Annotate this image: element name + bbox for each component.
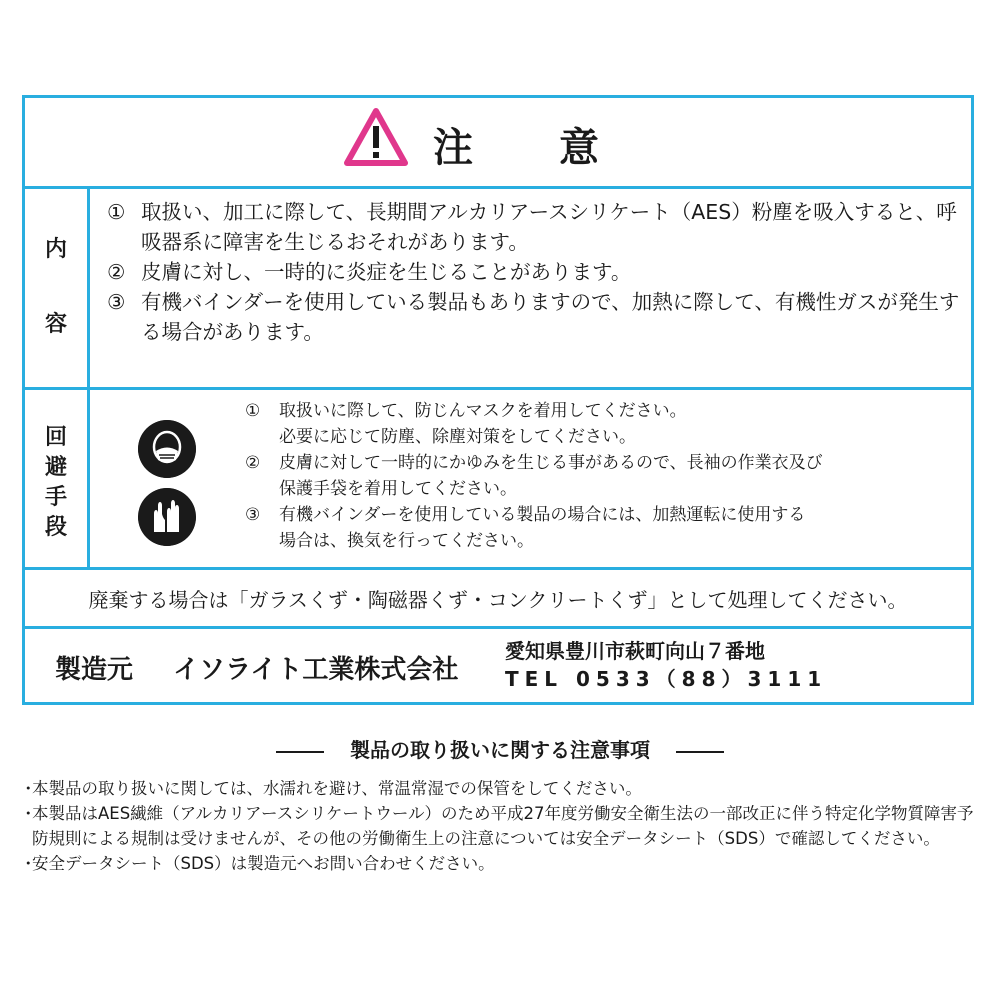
content-item <box>107 197 967 257</box>
item-line: 有機バインダーを使用している製品の場合には、加熱運転に使用する <box>279 505 806 525</box>
content-label-2: 容 <box>44 312 67 337</box>
content-item <box>107 257 967 287</box>
item-line: 保護手袋を着用してください。 <box>279 479 517 499</box>
avoidance-item <box>245 450 965 502</box>
notes-title-text: 製品の取り扱いに関する注意事項 <box>350 738 650 762</box>
title-dash-left <box>276 751 324 753</box>
item-number: ② <box>107 260 126 284</box>
note-text: 本製品の取り扱いに関しては、水濡れを避け、常温常湿での保管をしてください。 <box>32 779 642 798</box>
manufacturer-row <box>25 629 971 702</box>
avoidance-section <box>25 390 971 567</box>
item-number: ① <box>107 200 126 224</box>
content-label-1: 内 <box>44 237 67 262</box>
avoidance-item <box>245 398 965 450</box>
manufacturer-label: 製造元 <box>55 655 134 685</box>
company-name: イソライト工業株式会社 <box>173 655 459 685</box>
avoidance-label-2: 避 <box>44 455 67 480</box>
note-item <box>20 851 985 876</box>
item-number: ① <box>245 401 261 421</box>
avoidance-label-1: 回 <box>44 425 67 450</box>
warning-triangle-icon <box>342 106 410 168</box>
note-text: 安全データシート（SDS）は製造元へお問い合わせください。 <box>32 854 495 873</box>
caution-panel <box>22 95 974 705</box>
content-list <box>107 197 967 347</box>
manufacturer-contact <box>505 637 827 693</box>
item-number: ② <box>245 453 261 473</box>
disposal-row <box>25 570 971 626</box>
notes-title <box>0 734 1000 763</box>
protective-gloves-icon <box>138 488 196 546</box>
notes-list <box>20 776 985 876</box>
disposal-text: 廃棄する場合は「ガラスくず・陶磁器くず・コンクリートくず」として処理してください。 <box>88 588 908 612</box>
avoidance-label-3: 手 <box>44 485 67 510</box>
item-line: 場合は、換気を行ってください。 <box>279 531 534 551</box>
caution-title-1: 注 <box>433 125 473 171</box>
item-number: ③ <box>107 290 126 314</box>
avoidance-item <box>245 502 965 554</box>
title-dash-right <box>676 751 724 753</box>
item-line: 取扱いに際して、防じんマスクを着用してください。 <box>279 401 687 421</box>
item-line: 必要に応じて防塵、除塵対策をしてください。 <box>279 427 636 447</box>
caution-title-2: 意 <box>559 125 599 171</box>
item-text <box>279 450 823 502</box>
content-section <box>25 189 971 387</box>
dust-mask-icon <box>138 420 196 478</box>
item-line: 皮膚に対して一時的にかゆみを生じる事があるので、長袖の作業衣及び <box>279 453 823 473</box>
manufacturer-name <box>55 649 458 686</box>
note-bullet: ・ <box>20 804 37 823</box>
item-text: 取扱い、加工に際して、長期間アルカリアースシリケート（AES）粉塵を吸入すると、呼吸器系に障害を生じるおそれがあります。 <box>141 200 957 254</box>
avoidance-label-4: 段 <box>44 515 67 540</box>
note-item <box>20 801 985 851</box>
note-text: 本製品はAES繊維（アルカリアースシリケートウール）のため平成27年度労働安全衛生法の一部改正に伴う特定化学物質障害予防規則による規制は受けませんが、その他の労働衛生上の注意については安全データシート（SDS）で確認してください。 <box>32 804 974 848</box>
manufacturer-tel: TEL 0533（88）3111 <box>505 667 828 691</box>
avoidance-list <box>245 398 965 554</box>
label-divider <box>87 189 90 567</box>
item-text: 皮膚に対し、一時的に炎症を生じることがあります。 <box>141 260 632 284</box>
item-text: 有機バインダーを使用している製品もありますので、加熱に際して、有機性ガスが発生する場合があります。 <box>141 290 960 344</box>
item-text <box>279 398 687 450</box>
item-number: ③ <box>245 505 261 525</box>
caution-header <box>25 98 971 186</box>
note-bullet: ・ <box>20 779 37 798</box>
note-item <box>20 776 985 801</box>
item-text <box>279 502 805 554</box>
manufacturer-address: 愛知県豊川市萩町向山７番地 <box>505 639 765 663</box>
content-item <box>107 287 967 347</box>
note-bullet: ・ <box>20 854 37 873</box>
